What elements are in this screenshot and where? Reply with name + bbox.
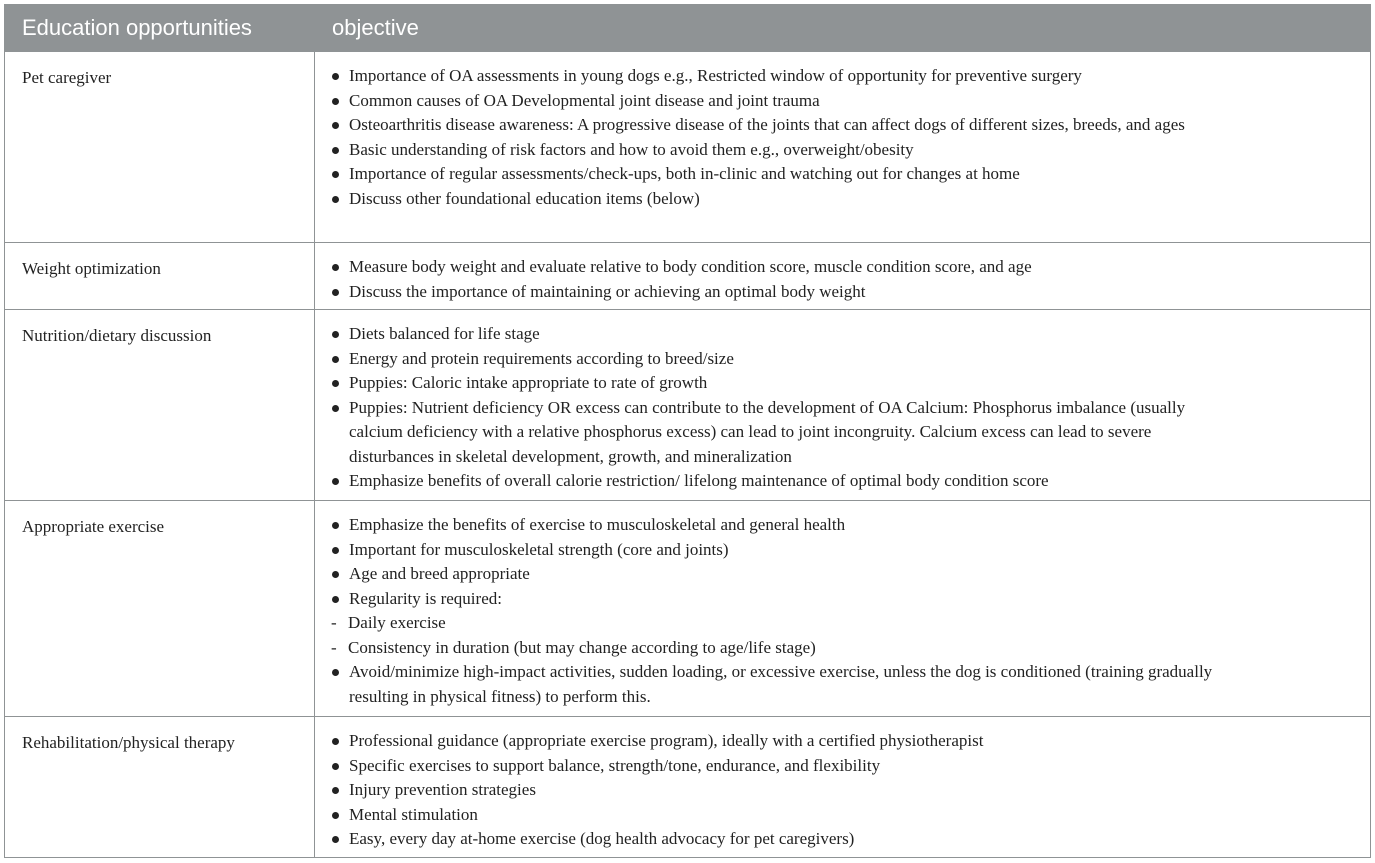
row-category: Appropriate exercise [5, 501, 315, 717]
row-objectives [315, 52, 1371, 243]
row-category: Rehabilitation/physical therapy [5, 717, 315, 858]
objective-item: Age and breed appropriate [331, 562, 1230, 587]
table-row [5, 501, 1371, 717]
objective-list [331, 64, 1230, 211]
table-row [5, 52, 1371, 243]
objective-subitem-text: Consistency in duration (but may change according to age/life stage) [348, 637, 816, 657]
objective-item: Puppies: Nutrient deficiency OR excess can contribute to the development of OA Calcium: Phosphorus imbalance (usually calcium deficiency with a relative phosphorus excess) can lead to joint incongruity. Calcium excess can lead to severe disturbances in skeletal development, growth, and mineralization [331, 396, 1230, 470]
objective-item: Diets balanced for life stage [331, 322, 1230, 347]
table-row [5, 243, 1371, 310]
objective-subitem-text: Daily exercise [348, 613, 446, 632]
row-objectives [315, 717, 1371, 858]
objective-item: Importance of regular assessments/check-ups, both in-clinic and watching out for changes at home [331, 162, 1230, 187]
objective-item: Professional guidance (appropriate exercise program), ideally with a certified physiotherapist [331, 729, 1230, 754]
objective-item: Importance of OA assessments in young dogs e.g., Restricted window of opportunity for preventive surgery [331, 64, 1230, 89]
table-header-row [5, 5, 1371, 52]
objective-item: Emphasize the benefits of exercise to musculoskeletal and general health [331, 513, 1230, 538]
objective-list [331, 322, 1230, 494]
objective-item: Easy, every day at-home exercise (dog health advocacy for pet caregivers) [331, 827, 1230, 852]
objective-item: Discuss other foundational education items (below) [331, 187, 1230, 212]
dash-marker: - [331, 613, 337, 632]
table-body [5, 52, 1371, 858]
education-opportunities-table [4, 4, 1371, 858]
objective-item: Common causes of OA Developmental joint disease and joint trauma [331, 89, 1230, 114]
table-row [5, 310, 1371, 501]
objective-item: Important for musculoskeletal strength (core and joints) [331, 538, 1230, 563]
objective-item: Avoid/minimize high-impact activities, sudden loading, or excessive exercise, unless the dog is conditioned (training gradually resulting in physical fitness) to perform this. [331, 660, 1230, 709]
column-header-education-opportunities: Education opportunities [5, 5, 315, 52]
row-category: Nutrition/dietary discussion [5, 310, 315, 501]
dash-marker: - [331, 637, 337, 657]
objective-item: Basic understanding of risk factors and how to avoid them e.g., overweight/obesity [331, 138, 1230, 163]
objective-item: Discuss the importance of maintaining or achieving an optimal body weight [331, 280, 1230, 305]
objective-subitem [331, 636, 1230, 661]
row-objectives [315, 501, 1371, 717]
row-category: Weight optimization [5, 243, 315, 310]
table-row [5, 717, 1371, 858]
row-objectives [315, 310, 1371, 501]
objective-item: Osteoarthritis disease awareness: A progressive disease of the joints that can affect dogs of different sizes, breeds, and ages [331, 113, 1230, 138]
objective-item: Energy and protein requirements according to breed/size [331, 347, 1230, 372]
objective-item: Injury prevention strategies [331, 778, 1230, 803]
objective-item: Specific exercises to support balance, strength/tone, endurance, and flexibility [331, 754, 1230, 779]
column-header-objective: objective [315, 5, 1371, 52]
objective-subitem [331, 611, 1230, 636]
row-objectives [315, 243, 1371, 310]
objective-item: Regularity is required: [331, 587, 1230, 612]
objective-item: Puppies: Caloric intake appropriate to rate of growth [331, 371, 1230, 396]
objective-list [331, 729, 1230, 852]
objective-list [331, 255, 1230, 304]
objective-list [331, 513, 1230, 709]
objective-item: Mental stimulation [331, 803, 1230, 828]
row-category: Pet caregiver [5, 52, 315, 243]
objective-item: Emphasize benefits of overall calorie restriction/ lifelong maintenance of optimal body condition score [331, 469, 1230, 494]
objective-item: Measure body weight and evaluate relative to body condition score, muscle condition score, and age [331, 255, 1230, 280]
